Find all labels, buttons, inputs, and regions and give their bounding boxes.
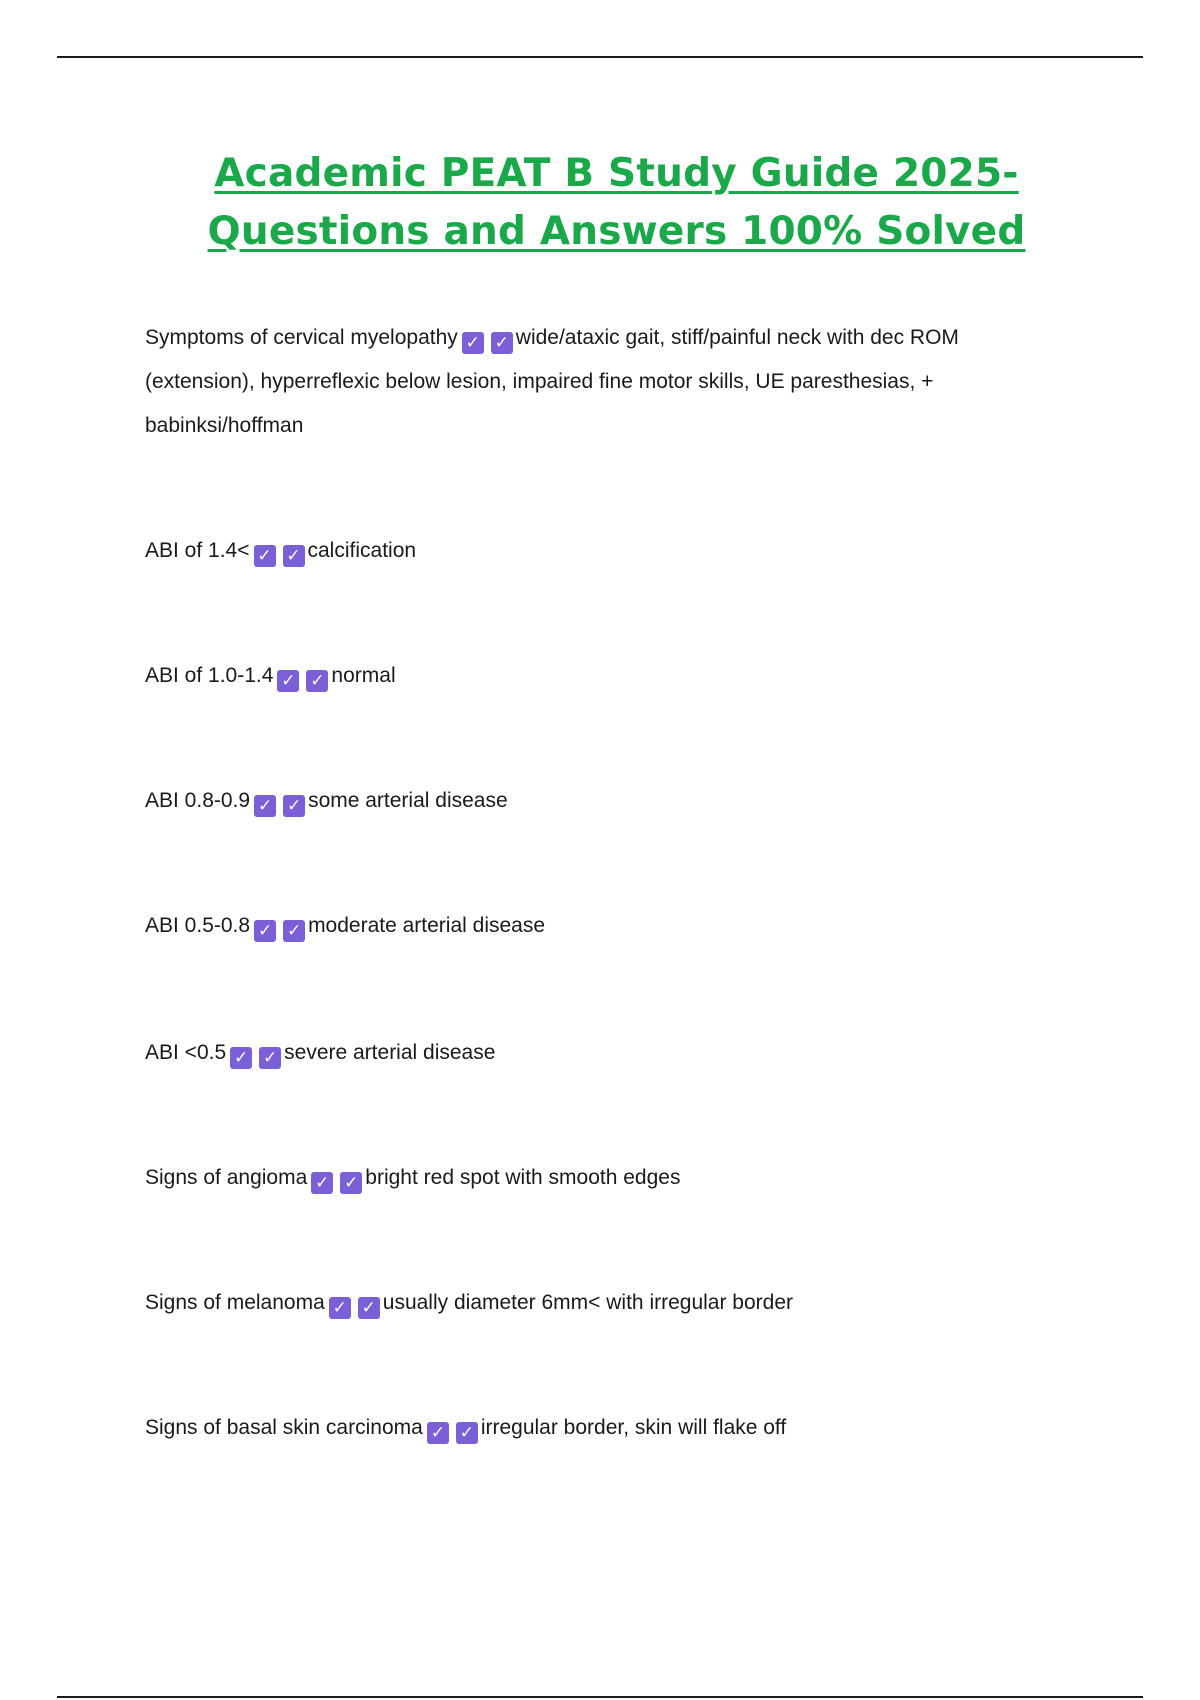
qa-item — [145, 904, 1045, 948]
document-title — [120, 145, 1113, 261]
question-text: Signs of melanoma — [145, 1291, 325, 1314]
header-rule — [57, 56, 1143, 58]
title-line-1: Academic PEAT B Study Guide 2025- — [214, 151, 1019, 196]
check-icon: ✓ — [283, 545, 305, 567]
question-text: Signs of angioma — [145, 1166, 308, 1189]
footer-rule — [57, 1696, 1143, 1698]
check-icon: ✓ — [456, 1422, 478, 1444]
check-icon: ✓ — [311, 1172, 333, 1194]
qa-item — [145, 316, 1045, 448]
qa-item — [145, 779, 1045, 823]
check-icon: ✓ — [340, 1172, 362, 1194]
answer-text: usually diameter 6mm< with irregular border — [382, 1291, 794, 1314]
answer-text: irregular border, skin will flake off — [480, 1416, 787, 1439]
question-text: Signs of basal skin carcinoma — [145, 1416, 423, 1439]
qa-item — [145, 529, 1045, 573]
answer-text: some arterial disease — [308, 789, 508, 812]
answer-text: wide/ataxic gait, stiff/painful neck with dec ROM (extension), hyperreflexic below lesion, impaired fine motor skills, UE paresthesias, + babinksi/hoffman — [145, 326, 959, 437]
qa-item — [145, 1156, 1045, 1200]
check-icon: ✓ — [358, 1297, 380, 1319]
check-icon: ✓ — [259, 1047, 281, 1069]
check-icon: ✓ — [306, 670, 328, 692]
question-text: ABI of 1.4< — [145, 539, 250, 562]
answer-text: normal — [331, 664, 396, 687]
check-icon: ✓ — [283, 795, 305, 817]
answer-text: calcification — [307, 539, 417, 562]
qa-item — [145, 1406, 1045, 1450]
check-icon: ✓ — [254, 920, 276, 942]
check-icon: ✓ — [254, 795, 276, 817]
answer-text: severe arterial disease — [284, 1041, 496, 1064]
check-icon: ✓ — [462, 332, 484, 354]
check-icon: ✓ — [230, 1047, 252, 1069]
question-text: Symptoms of cervical myelopathy — [145, 326, 458, 349]
check-icon: ✓ — [427, 1422, 449, 1444]
title-line-2: Questions and Answers 100% Solved — [207, 209, 1026, 254]
qa-item — [145, 1281, 1045, 1325]
question-text: ABI 0.5-0.8 — [145, 914, 251, 937]
check-icon: ✓ — [491, 332, 513, 354]
check-icon: ✓ — [254, 545, 276, 567]
question-text: ABI 0.8-0.9 — [145, 789, 251, 812]
answer-text: bright red spot with smooth edges — [365, 1166, 681, 1189]
qa-item — [145, 654, 1045, 698]
question-text: ABI of 1.0-1.4 — [145, 664, 274, 687]
qa-item — [145, 1031, 1045, 1075]
question-text: ABI <0.5 — [145, 1041, 227, 1064]
check-icon: ✓ — [277, 670, 299, 692]
check-icon: ✓ — [283, 920, 305, 942]
answer-text: moderate arterial disease — [308, 914, 546, 937]
check-icon: ✓ — [329, 1297, 351, 1319]
